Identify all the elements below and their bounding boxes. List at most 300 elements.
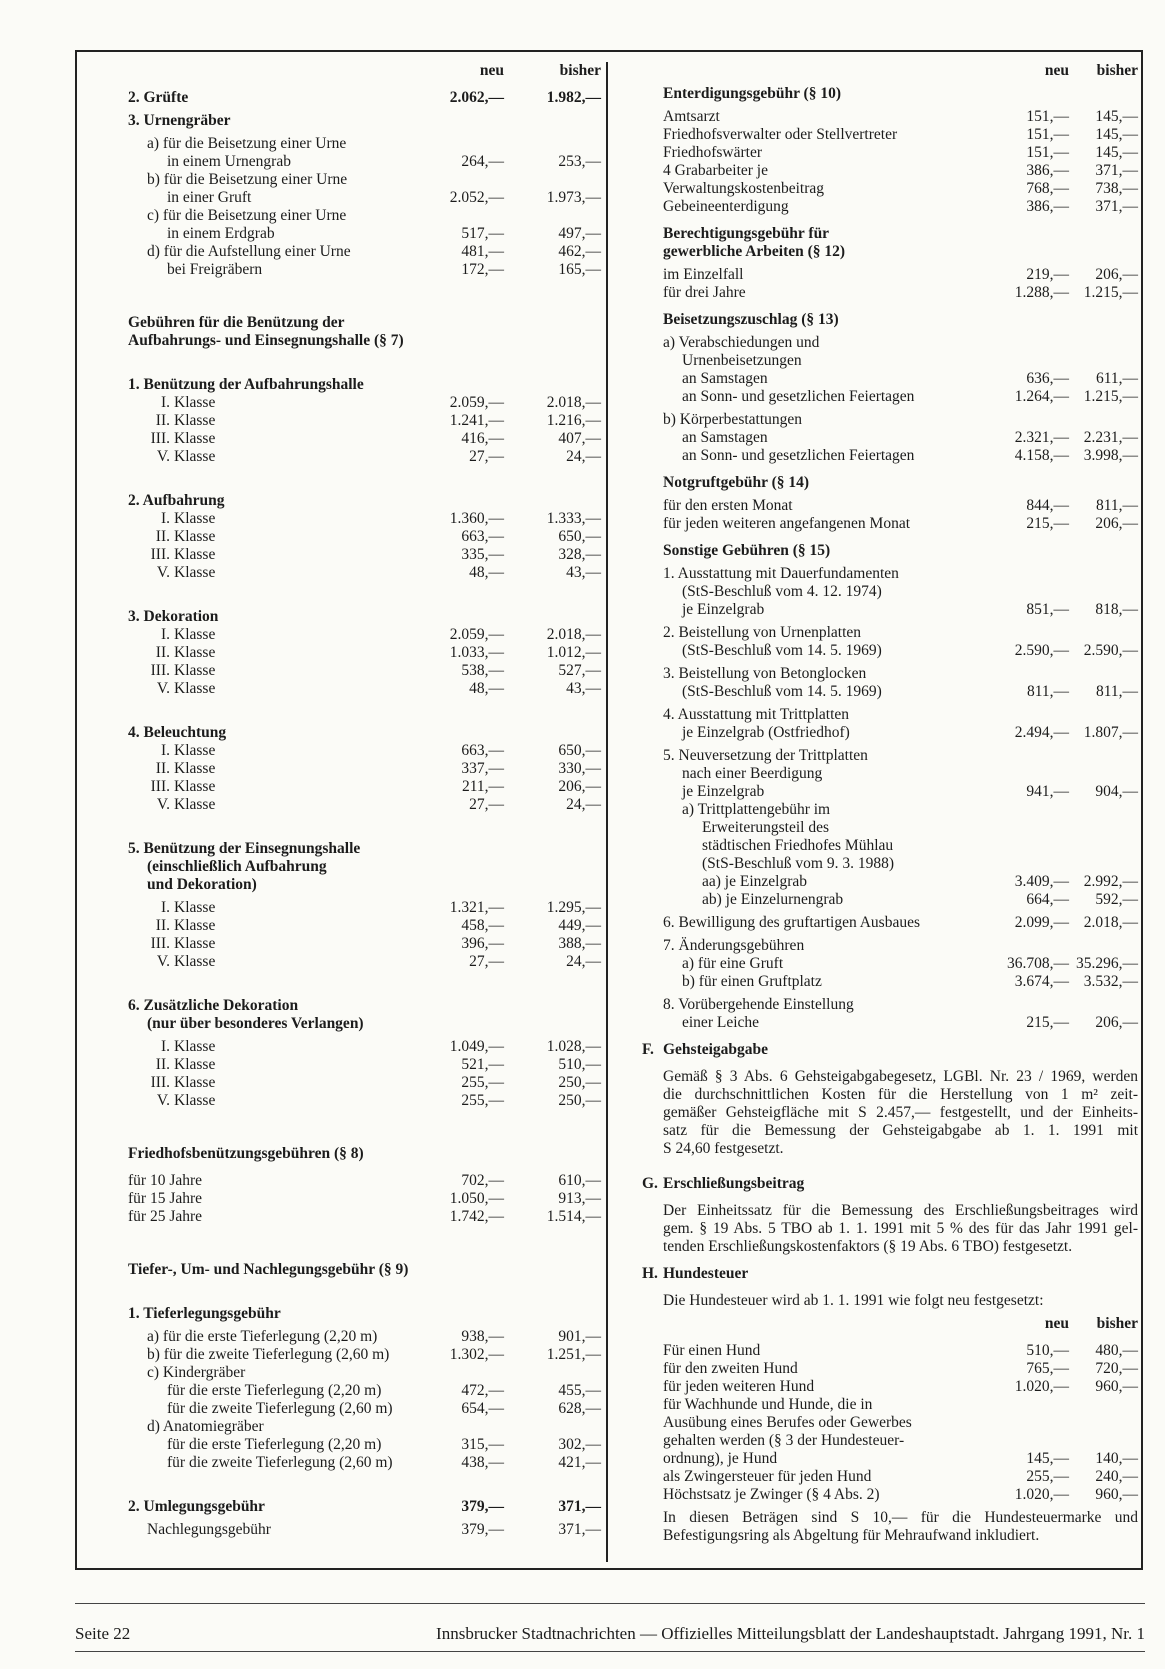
header-bisher: bisher [1096,62,1138,79]
fee-neu: 636,— [1026,370,1069,387]
fee-bisher: 145,— [1095,108,1138,125]
fee-bisher: 1.215,— [1083,284,1138,301]
fee-row [128,1382,601,1400]
publication-title: Innsbrucker Stadtnachrichten — Offizielles Mitteilungsblatt der Landeshauptstadt. Jahrgang 1991, Nr. 1 [436,1624,1145,1643]
fee-label: 3. Urnengräber [128,112,231,129]
fee-neu: 1.020,— [1014,1378,1069,1395]
fee-row [663,284,1138,302]
fee-row [128,153,601,171]
fee-row [663,429,1138,447]
fee-bisher: 330,— [558,760,601,777]
class-numeral: I. [160,626,170,643]
fee-row [663,1014,1138,1032]
fee-neu: 1.020,— [1014,1486,1069,1503]
fee-label: an Sonn- und gesetzlichen Feiertagen [682,388,915,405]
fee-label: nach einer Beerdigung [682,765,823,782]
fee-neu: 663,— [461,528,504,545]
fee-label: Enterdigungsgebühr (§ 10) [663,85,841,102]
fee-label-row [663,937,1138,955]
fee-bisher: 3.532,— [1083,973,1138,990]
fee-label [128,430,215,448]
class-label: Klasse [174,899,216,916]
fee-label [128,412,215,430]
fee-row [128,1346,601,1364]
fee-neu: 1.321,— [449,899,504,916]
fee-row [663,724,1138,742]
fee-bisher: 250,— [558,1074,601,1091]
fee-label-row [128,171,601,189]
fee-label [128,935,215,953]
fee-neu: 2.059,— [449,626,504,643]
fee-bisher: 497,— [558,225,601,242]
fee-neu: 255,— [461,1074,504,1091]
fee-neu: 27,— [469,448,504,465]
fee-bisher: 24,— [566,448,601,465]
fee-row [663,108,1138,126]
column-header [663,1315,1138,1333]
fee-neu: 941,— [1026,783,1069,800]
fee-neu: 416,— [461,430,504,447]
fee-row [663,642,1138,660]
fee-neu: 1.742,— [449,1208,504,1225]
fee-label: 2. Grüfte [128,89,189,106]
class-numeral: I. [160,394,170,411]
fee-row [663,447,1138,465]
class-label: Klasse [174,662,216,679]
fee-label: a) Verabschiedungen und [663,334,820,351]
fee-row [663,497,1138,515]
fee-label-row [128,840,601,858]
fee-bisher: 628,— [558,1400,601,1417]
fee-neu: 215,— [1026,1014,1069,1031]
fee-neu: 1.264,— [1014,388,1069,405]
fee-row [128,917,601,935]
class-numeral: III. [150,546,170,563]
class-numeral: III. [150,662,170,679]
fee-label-row [663,819,1138,837]
fee-label: für den ersten Monat [663,497,793,514]
fee-neu: 1.288,— [1014,284,1069,301]
fee-row [663,126,1138,144]
fee-label: (StS-Beschluß vom 9. 3. 1988) [702,855,895,872]
fee-label: Aufbahrungs- und Einsegnungshalle (§ 7) [128,332,404,349]
fee-label-row [663,801,1138,819]
fee-row [128,742,601,760]
class-label: Klasse [174,510,216,527]
fee-row [128,662,601,680]
header-bisher: bisher [1096,1315,1138,1332]
column-divider [606,62,608,1562]
fee-neu: 379,— [461,1498,504,1515]
fee-bisher: 510,— [558,1056,601,1073]
fee-label: Friedhofsverwalter oder Stellvertreter [663,126,898,143]
fee-bisher: 1.215,— [1083,388,1138,405]
fee-label: im Einzelfall [663,266,744,283]
fee-label: b) für die Beisetzung einer Urne [147,171,348,188]
fee-neu: 255,— [461,1092,504,1109]
class-label: Klasse [174,644,216,661]
fee-label-row [663,542,1138,560]
fee-row [128,760,601,778]
class-label: Klasse [174,1092,216,1109]
fee-bisher: 455,— [558,1382,601,1399]
fee-label: 6. Bewilligung des gruftartigen Ausbaues [663,914,920,931]
fee-label: in einem Erdgrab [167,225,275,242]
class-label: Klasse [174,546,216,563]
class-label: Klasse [174,430,216,447]
fee-label-row [663,411,1138,429]
fee-row [663,515,1138,533]
fee-row [128,261,601,279]
class-label: Klasse [174,528,216,545]
fee-neu: 3.674,— [1014,973,1069,990]
fee-neu: 438,— [461,1454,504,1471]
fee-label-row [663,1414,1138,1432]
fee-label [128,644,215,662]
fee-label-row [128,997,601,1015]
fee-label-row [663,765,1138,783]
fee-row [128,778,601,796]
fee-row [663,1450,1138,1468]
fee-label: 3. Dekoration [128,608,219,625]
fee-label: ordnung), je Hund [663,1450,778,1467]
fee-label-row [663,334,1138,352]
fee-label-row [663,85,1138,103]
class-numeral: I. [160,742,170,759]
fee-row [663,891,1138,909]
fee-label: d) Anatomiegräber [147,1418,264,1435]
fee-row [128,1056,601,1074]
fee-label [128,742,215,760]
paragraph [663,1292,1138,1310]
fee-label-row [128,1305,601,1323]
fee-row [663,1378,1138,1396]
fee-neu: 255,— [1026,1468,1069,1485]
fee-neu: 702,— [461,1172,504,1189]
fee-bisher: 24,— [566,953,601,970]
fee-label: 2. Beistellung von Urnenplatten [663,624,862,641]
fee-neu: 379,— [461,1521,504,1538]
fee-label: Erweiterungsteil des [702,819,829,836]
fee-bisher: 818,— [1095,601,1138,618]
footer-rule-top [75,1603,1145,1604]
fee-label: (StS-Beschluß vom 4. 12. 1974) [682,583,882,600]
fee-row [663,783,1138,801]
fee-bisher: 371,— [558,1521,601,1538]
fee-row [128,510,601,528]
fee-bisher: 1.295,— [546,899,601,916]
fee-row [663,370,1138,388]
fee-bisher: 720,— [1095,1360,1138,1377]
fee-neu: 4.158,— [1014,447,1069,464]
fee-label: für 10 Jahre [128,1172,203,1189]
fee-label-row [663,352,1138,370]
fee-label: für die zweite Tieferlegung (2,60 m) [167,1400,393,1417]
fee-label [128,1038,215,1056]
fee-label: 8. Vorübergehende Einstellung [663,996,854,1013]
fee-label: c) für die Beisetzung einer Urne [147,207,347,224]
column-header [128,62,601,80]
fee-row [128,546,601,564]
fee-label-row [128,332,601,350]
fee-label-row [663,1432,1138,1450]
class-label: Klasse [174,778,216,795]
fee-label-row [128,1261,601,1279]
fee-label-row [128,1364,601,1382]
section-title: Hundesteuer [663,1265,749,1282]
fee-label: Tiefer-, Um- und Nachlegungsgebühr (§ 9) [128,1261,409,1278]
class-numeral: II. [155,644,170,661]
fee-label: 2. Aufbahrung [128,492,225,509]
header-neu: neu [1044,1315,1069,1332]
fee-row [128,564,601,582]
fee-row [128,1454,601,1472]
fee-bisher: 527,— [558,662,601,679]
fee-row [128,1521,601,1539]
fee-neu: 386,— [1026,162,1069,179]
fee-label: Beisetzungszuschlag (§ 13) [663,311,839,328]
fee-label [128,1074,215,1092]
fee-row [128,935,601,953]
fee-label: Gebeineenterdigung [663,198,789,215]
fee-label: a) für die erste Tieferlegung (2,20 m) [147,1328,378,1345]
fee-label: (StS-Beschluß vom 14. 5. 1969) [682,642,882,659]
fee-label: 4 Grabarbeiter je [663,162,768,179]
fee-bisher: 2.018,— [1083,914,1138,931]
fee-neu: 335,— [461,546,504,563]
fee-bisher: 371,— [1095,198,1138,215]
fee-label: je Einzelgrab (Ostfriedhof) [682,724,850,741]
fee-row [663,1342,1138,1360]
fee-neu: 1.033,— [449,644,504,661]
fee-row [663,1360,1138,1378]
fee-row [128,1328,601,1346]
fee-row [663,914,1138,932]
fee-neu: 151,— [1026,126,1069,143]
fee-bisher: 1.982,— [546,89,601,106]
fee-label: a) für die Beisetzung einer Urne [147,135,347,152]
class-numeral: III. [150,935,170,952]
fee-label: b) für die zweite Tieferlegung (2,60 m) [147,1346,390,1363]
fee-neu: 215,— [1026,515,1069,532]
fee-row [128,1092,601,1110]
fee-row [663,1486,1138,1504]
fee-label [128,528,215,546]
fee-neu: 481,— [461,243,504,260]
paragraph-line: Befestigungsring als Abgeltung für Mehraufwand inkludiert. [663,1527,1040,1544]
fee-label [128,917,215,935]
fee-bisher: 2.231,— [1083,429,1138,446]
fee-bisher: 206,— [1095,515,1138,532]
class-label: Klasse [174,1074,216,1091]
fee-bisher: 2.590,— [1083,642,1138,659]
fee-label: Verwaltungskostenbeitrag [663,180,824,197]
fee-row [128,680,601,698]
fee-row [128,430,601,448]
fee-label-row [128,135,601,153]
class-numeral: I. [160,510,170,527]
fee-neu: 768,— [1026,180,1069,197]
class-label: Klasse [174,742,216,759]
fee-label: als Zwingersteuer für jeden Hund [663,1468,872,1485]
fee-label: einer Leiche [682,1014,760,1031]
fee-label: aa) je Einzelgrab [702,873,807,890]
fee-label [128,662,215,680]
paragraph-line: die durchschnittlichen Kosten für die Herstellung von 1 m² zeit- [663,1086,1138,1103]
fee-label-row [663,837,1138,855]
class-label: Klasse [174,564,216,581]
fee-neu: 1.241,— [449,412,504,429]
fee-neu: 27,— [469,953,504,970]
fee-label-row [128,858,601,876]
fee-neu: 36.708,— [1007,955,1069,972]
fee-row [128,243,601,261]
fee-neu: 1.049,— [449,1038,504,1055]
fee-row [128,89,601,107]
fee-label-row [128,314,601,332]
fee-label-row [128,112,601,130]
paragraph-line: satz für die Bemessung der Gehsteigabgabe ab 1. 1. 1991 mit [663,1122,1138,1139]
class-numeral: III. [150,430,170,447]
fee-label: an Samstagen [682,429,768,446]
fee-label [128,1092,215,1110]
fee-bisher: 811,— [1095,497,1138,514]
fee-row [128,528,601,546]
fee-row [128,1208,601,1226]
fee-label [128,953,215,971]
fee-bisher: 24,— [566,796,601,813]
fee-neu: 386,— [1026,198,1069,215]
fee-neu: 1.050,— [449,1190,504,1207]
fee-label: 3. Beistellung von Betonglocken [663,665,867,682]
fee-label [128,564,215,582]
class-numeral: II. [155,760,170,777]
fee-row [663,144,1138,162]
fee-neu: 664,— [1026,891,1069,908]
fee-neu: 1.302,— [449,1346,504,1363]
fee-label: ab) je Einzelurnengrab [702,891,844,908]
section-letter: H. [642,1265,658,1282]
header-neu: neu [1044,62,1069,79]
fee-bisher: 449,— [558,917,601,934]
paragraph [663,1068,1138,1158]
fee-bisher: 913,— [558,1190,601,1207]
fee-label-row [128,724,601,742]
fee-label-row [128,492,601,510]
fee-label: Amtsarzt [663,108,720,125]
fee-label: Gebühren für die Benützung der [128,314,345,331]
fee-neu: 521,— [461,1056,504,1073]
fee-label: (StS-Beschluß vom 14. 5. 1969) [682,683,882,700]
fee-bisher: 1.514,— [546,1208,601,1225]
fee-label: an Sonn- und gesetzlichen Feiertagen [682,447,915,464]
fee-row [128,1172,601,1190]
class-label: Klasse [174,953,216,970]
class-numeral: III. [150,1074,170,1091]
class-label: Klasse [174,448,216,465]
fee-bisher: 960,— [1095,1378,1138,1395]
fee-bisher: 328,— [558,546,601,563]
fee-row [128,626,601,644]
fee-label: Berechtigungsgebühr für [663,225,830,242]
fee-label: 2. Umlegungsgebühr [128,1498,265,1515]
class-numeral: II. [155,1056,170,1073]
paragraph-line: Die Hundesteuer wird ab 1. 1. 1991 wie folgt neu festgesetzt: [663,1292,1044,1309]
fee-label: städtischen Friedhofes Mühlau [702,837,894,854]
fee-row [128,1436,601,1454]
fee-label [128,510,215,528]
fee-bisher: 253,— [558,153,601,170]
fee-label: 7. Änderungsgebühren [663,937,805,954]
fee-bisher: 1.333,— [546,510,601,527]
fee-neu: 654,— [461,1400,504,1417]
fee-neu: 510,— [1026,1342,1069,1359]
section-letter: F. [642,1041,654,1058]
class-numeral: II. [155,412,170,429]
fee-bisher: 35.296,— [1076,955,1138,972]
fee-label [128,796,215,814]
fee-neu: 48,— [469,680,504,697]
fee-row [128,1498,601,1516]
fee-row [663,973,1138,991]
fee-bisher: 206,— [1095,1014,1138,1031]
fee-bisher: 738,— [1095,180,1138,197]
fee-neu: 2.052,— [449,189,504,206]
class-numeral: V. [156,796,170,813]
fee-label: je Einzelgrab [682,601,765,618]
fee-bisher: 1.012,— [546,644,601,661]
fee-neu: 3.409,— [1014,873,1069,890]
fee-bisher: 1.807,— [1083,724,1138,741]
section-heading [642,1265,1138,1283]
fee-neu: 315,— [461,1436,504,1453]
fee-row [128,448,601,466]
class-label: Klasse [174,760,216,777]
fee-label: (nur über besonderes Verlangen) [147,1015,364,1032]
section-heading [642,1041,1138,1059]
class-numeral: V. [156,953,170,970]
fee-label: 4. Ausstattung mit Trittplatten [663,706,850,723]
fee-label: a) Trittplattengebühr im [682,801,831,818]
fee-row [128,644,601,662]
fee-label: für Wachhunde und Hunde, die in [663,1396,873,1413]
fee-bisher: 610,— [558,1172,601,1189]
fee-bisher: 811,— [1095,683,1138,700]
fee-bisher: 240,— [1095,1468,1138,1485]
fee-neu: 2.494,— [1014,724,1069,741]
paragraph-line: In diesen Beträgen sind S 10,— für die Hundesteuermarke und [663,1509,1138,1526]
fee-neu: 765,— [1026,1360,1069,1377]
fee-label: gewerbliche Arbeiten (§ 12) [663,243,846,260]
fee-label [128,546,215,564]
class-label: Klasse [174,680,216,697]
fee-row [663,683,1138,701]
fee-neu: 938,— [461,1328,504,1345]
fee-label: für die erste Tieferlegung (2,20 m) [167,1382,382,1399]
column-header [663,62,1138,80]
fee-label-row [663,665,1138,683]
fee-row [663,873,1138,891]
fee-label-row [128,1418,601,1436]
fee-row [128,1074,601,1092]
paragraph-line: tenden Erschließungskostenfaktors (§ 19 Abs. 6 TBO) festgesetzt. [663,1238,1073,1255]
fee-row [663,180,1138,198]
fee-label-row [128,1015,601,1033]
fee-label [128,760,215,778]
fee-bisher: 165,— [558,261,601,278]
fee-label: b) Körperbestattungen [663,411,803,428]
fee-neu: 396,— [461,935,504,952]
